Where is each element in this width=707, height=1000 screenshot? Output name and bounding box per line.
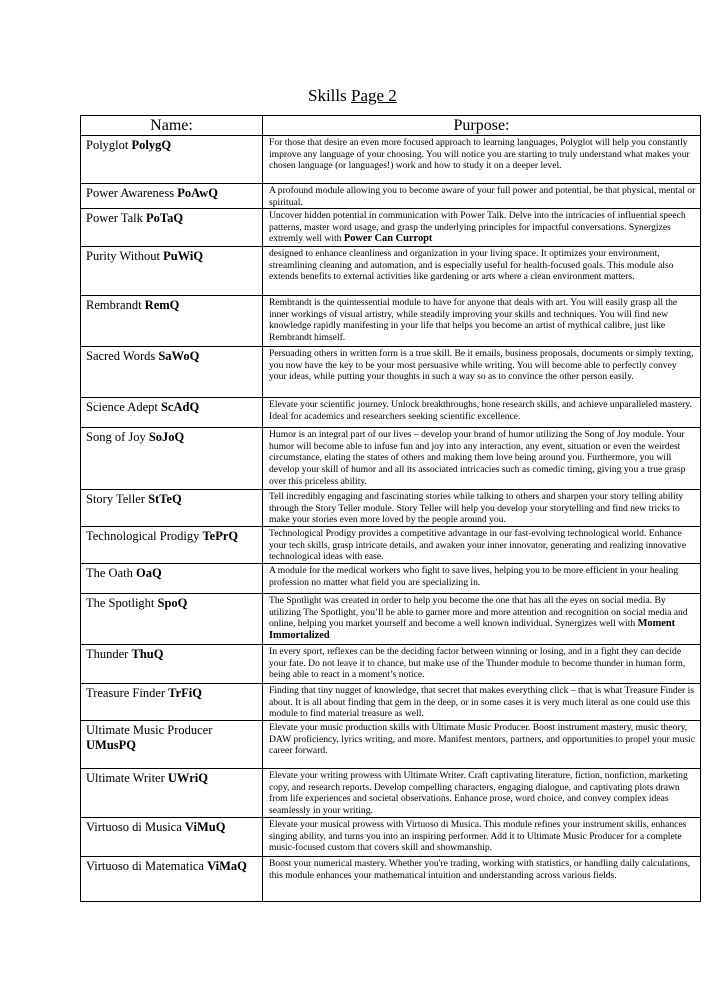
skill-purpose-cell [263, 296, 701, 347]
table-row [81, 428, 701, 490]
skill-code: StTeQ [148, 492, 182, 507]
skill-name-cell [81, 645, 263, 684]
skill-code: PuWiQ [163, 249, 204, 264]
table-row [81, 527, 701, 564]
skill-name: Power Talk [86, 211, 143, 226]
skill-name: The Oath [86, 566, 133, 581]
skill-purpose-cell [263, 184, 701, 209]
skill-name-cell [81, 564, 263, 594]
skill-purpose: Elevate your musical prowess with Virtuoso di Musica. This module refines your instrument skills, enhances singing ability, and turns you into an inspiring performer. Add it to Ultimate Music Producer for a complete music-focused custom that covers skill and showmanship. [269, 819, 687, 854]
skill-name-cell [81, 857, 263, 902]
skill-purpose: Boost your numerical mastery. Whether you're trading, working with statistics, or handling daily calculations, this module enhances your mathematical intuition and understanding across various fields. [269, 858, 691, 881]
skill-name: Treasure Finder [86, 686, 166, 701]
skill-purpose: Rembrandt is the quintessential module to have for anyone that deals with art. You will easily grasp all the inner workings of visual artistry, while steadily improving your skills and techniques. You will find new knowledge rapidly manifesting in your life that helps you become an artist of mythical calibre, just like Rembrandt himself. [269, 297, 678, 343]
skill-name: Thunder [86, 647, 129, 662]
skill-code: RemQ [144, 298, 180, 313]
skill-code: SpoQ [157, 596, 188, 611]
skill-name: The Spotlight [86, 596, 155, 611]
skill-purpose: designed to enhance cleanliness and organization in your living space. It optimizes your environment, streamlining cleaning and automation, and is especially useful for health-focused goals. This module also extends benefits to external activities like gardening or arts where a clean environment matters. [269, 248, 674, 283]
skill-purpose-cell [263, 645, 701, 684]
skill-code: ThuQ [131, 647, 164, 662]
table-row [81, 818, 701, 857]
skill-code: SaWoQ [158, 349, 200, 364]
synergy-module: Power Can Curropt [343, 233, 433, 245]
skill-code: ScAdQ [160, 400, 200, 415]
skill-name: Purity Without [86, 249, 160, 264]
skill-name: Power Awareness [86, 186, 175, 200]
skill-name: Ultimate Writer [86, 771, 165, 786]
skill-name: Sacred Words [86, 349, 156, 364]
skill-purpose-cell [263, 564, 701, 594]
skill-purpose: Technological Prodigy provides a competitive advantage in our fast-evolving technological world. Enhance your tech skills, grasp intricate details, and awaken your inner innovator, generating and realizing innovative technological ideas with ease. [269, 528, 687, 563]
skill-purpose-cell [263, 684, 701, 721]
purpose-column-header: Purpose: [263, 116, 701, 136]
table-row [81, 209, 701, 247]
skill-purpose: Humor is an integral part of our lives – develop your brand of humor utilizing the Song of Joy module. Your humor will become able to infuse fun and joy into any interaction, any event, situation or even the weirdest circumstance, elating the states of others and making them love being around you. Furthermore, you will develop your skill of humor and all its associated intricacies such as comedic timing, giving you a true grasp over this priceless ability. [269, 429, 686, 487]
table-row [81, 684, 701, 721]
skill-code: UWriQ [167, 771, 208, 786]
skill-code: TePrQ [202, 529, 239, 544]
skill-code: SoJoQ [148, 430, 185, 445]
skill-purpose: A module for the medical workers who fight to save lives, helping you to be more efficient in your healing profession no matter what field you are specializing in. [269, 565, 679, 588]
skill-purpose-cell [263, 527, 701, 564]
skill-purpose: The Spotlight was created in order to help you become the one that has all the eyes on social media. By utilizing The Spotlight, you’ll be able to garner more and more attention and recognition on social media and online, helping you market yourself and become a well known individual. Synergizes well with [269, 595, 688, 630]
skill-name-cell [81, 296, 263, 347]
skill-name-cell [81, 684, 263, 721]
skill-name: Ultimate Music Producer [86, 723, 213, 738]
skill-purpose: A profound module allowing you to become aware of your full power and potential, be that physical, mental or spiritual. [269, 185, 696, 208]
skill-name-cell [81, 209, 263, 247]
table-row [81, 296, 701, 347]
skill-name-cell [81, 184, 263, 209]
skill-name-cell [81, 721, 263, 769]
skill-code: ViMuQ [184, 820, 226, 835]
skill-name-cell [81, 818, 263, 857]
skill-code: ViMaQ [207, 859, 247, 874]
skills-table [80, 115, 701, 902]
skill-purpose: Finding that tiny nugget of knowledge, that secret that makes everything click – that is what Treasure Finder is about. It is all about finding that gem in the deep, or in some cases it is very much literal as one could use this module to find material treasure as well. [269, 685, 694, 720]
skill-purpose-cell [263, 347, 701, 398]
skill-purpose-cell [263, 209, 701, 247]
table-row [81, 721, 701, 769]
skill-purpose-cell [263, 721, 701, 769]
skill-purpose: Elevate your writing prowess with Ultimate Writer. Craft captivating literature, fiction, nonfiction, marketing copy, and research reports. Develop compelling characters, engaging dialogue, and captivating plots drawn from life experiences and societal observations. Enhance prose, word choice, and convey complex ideas seamlessly in your writing. [269, 770, 688, 816]
table-row [81, 769, 701, 818]
skill-purpose-cell [263, 594, 701, 645]
table-row [81, 347, 701, 398]
table-row [81, 645, 701, 684]
skill-purpose-cell [263, 136, 701, 184]
skill-purpose-cell [263, 247, 701, 296]
skill-purpose-cell [263, 857, 701, 902]
skill-code: TrFiQ [168, 686, 202, 701]
skill-code: PoAwQ [177, 186, 218, 200]
skill-purpose: Persuading others in written form is a true skill. Be it emails, business proposals, documents or simply texting, you now have the key to be your most persuasive while writing. You will become able to perfectly convey your ideas, while putting your thoughts in such a way so as to convince the other person easily. [269, 348, 694, 383]
skill-purpose: Elevate your scientific journey. Unlock breakthroughs, hone research skills, and achieve unparalleled mastery. Ideal for academics and researchers seeking scientific excellence. [269, 399, 692, 422]
skill-name: Virtuoso di Matematica [86, 859, 204, 874]
table-row [81, 490, 701, 527]
table-body [81, 136, 701, 902]
table-row [81, 184, 701, 209]
synergy-module: Moment Immortalized [269, 618, 676, 641]
table-row [81, 136, 701, 184]
skill-name-cell [81, 247, 263, 296]
skill-name: Science Adept [86, 400, 158, 415]
skill-purpose: Uncover hidden potential in communication with Power Talk. Delve into the intricacies of influential speech patterns, master word usage, and grasp the underlying principles for impactful conversations. Synergizes extremly well with [269, 210, 686, 245]
skill-purpose-cell [263, 428, 701, 490]
skill-name-cell [81, 428, 263, 490]
skill-name: Technological Prodigy [86, 529, 200, 544]
skill-name-cell [81, 769, 263, 818]
skill-purpose: Tell incredibly engaging and fascinating stories while talking to others and sharpen your story telling ability through the Story Teller module. Story Teller will help you develop your storytelling and find new tricks to make your stories even more loved by the people around you. [269, 491, 684, 526]
skill-purpose: For those that desire an even more focused approach to learning languages, Polyglot will help you constantly improve any language of your choosing. You will notice you are starting to truly understand what makes your chosen language (or languages!) work and how to study it on a deeper level. [269, 137, 690, 172]
page-label: Page 2 [351, 86, 397, 105]
skill-name: Virtuoso di Musica [86, 820, 182, 835]
skill-purpose-cell [263, 818, 701, 857]
table-header-row [81, 116, 701, 136]
table-row [81, 857, 701, 902]
skill-name: Song of Joy [86, 430, 146, 445]
table-row [81, 564, 701, 594]
table-row [81, 594, 701, 645]
skill-name-cell [81, 594, 263, 645]
table-row [81, 398, 701, 428]
skill-name: Polyglot [86, 138, 129, 152]
skill-code: PoTaQ [146, 211, 184, 226]
skill-name: Rembrandt [86, 298, 142, 313]
skill-name: Story Teller [86, 492, 145, 507]
skill-code: PolygQ [131, 138, 172, 152]
skill-name-cell [81, 347, 263, 398]
name-column-header: Name: [81, 116, 263, 136]
skill-name-cell [81, 490, 263, 527]
skill-purpose-cell [263, 769, 701, 818]
skill-purpose-cell [263, 398, 701, 428]
page-title [308, 86, 397, 106]
skill-purpose-cell [263, 490, 701, 527]
skill-code: UMusPQ [86, 738, 136, 753]
skill-name-cell [81, 398, 263, 428]
skill-purpose: In every sport, reflexes can be the deciding factor between winning or losing, and in a fight they can decide your fate. Do not leave it to chance, but make use of the Thunder module to become thunder in human form, being able to react in a moment’s notice. [269, 646, 686, 681]
skill-purpose: Elevate your music production skills with Ultimate Music Producer. Boost instrument mastery, music theory, DAW proficiency, lyrics writing, and more. Manifest mentors, partners, and opportunities to propel your music career forward. [269, 722, 696, 757]
skill-name-cell [81, 136, 263, 184]
skill-code: OaQ [135, 566, 162, 581]
table-row [81, 247, 701, 296]
title-text: Skills [308, 86, 347, 105]
skill-name-cell [81, 527, 263, 564]
